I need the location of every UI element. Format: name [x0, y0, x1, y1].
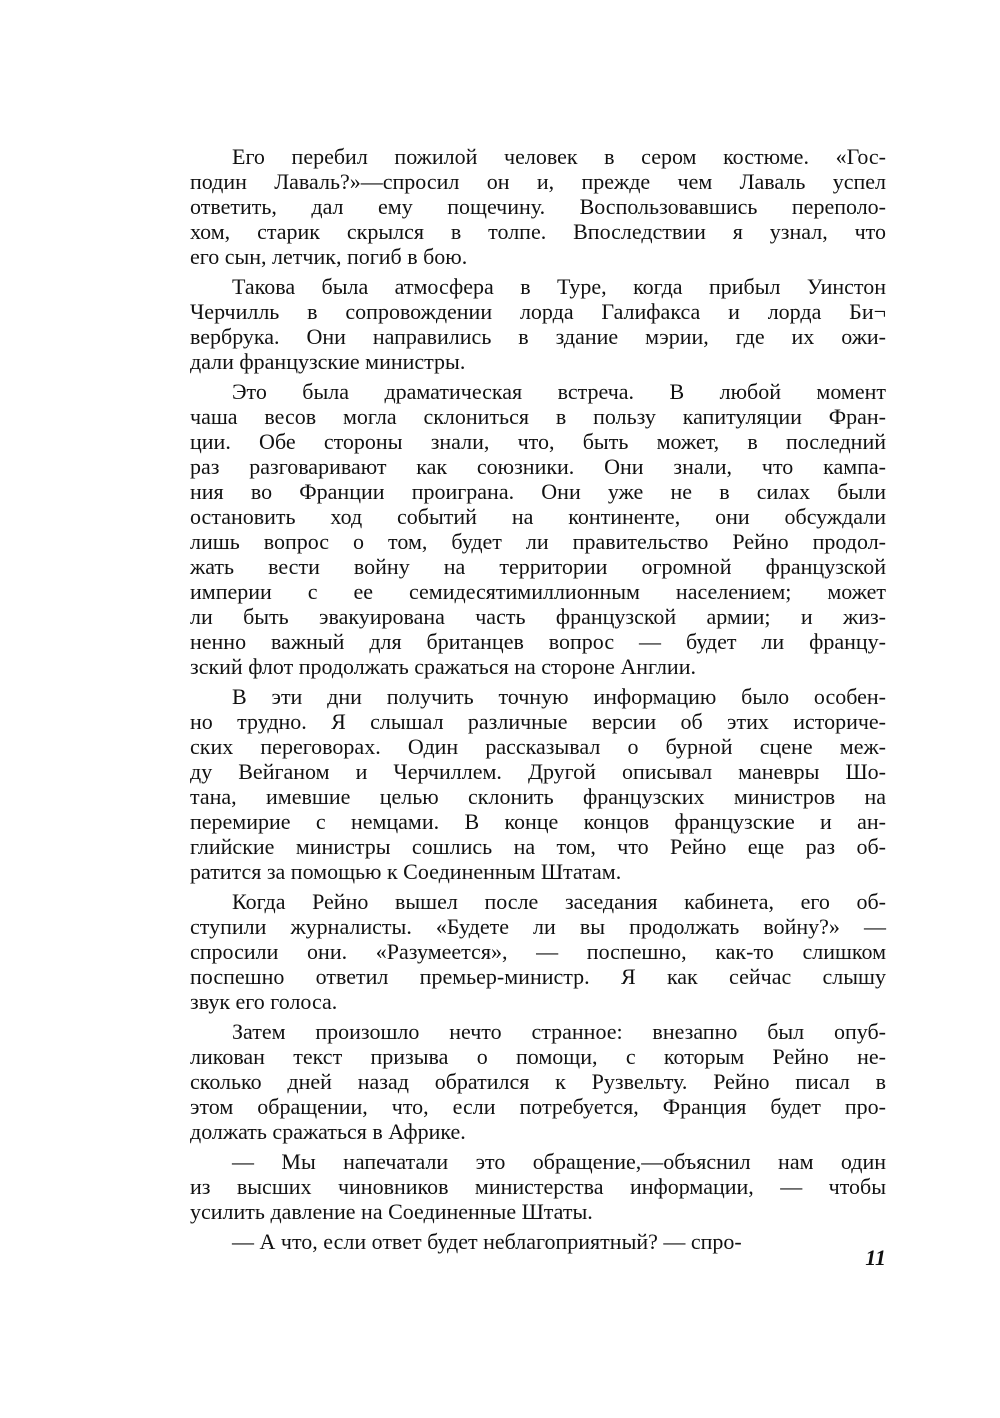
text-line: ния во Франции проиграна. Они уже не в силах были [190, 479, 886, 504]
text-line: ненно важный для британцев вопрос — будет ли францу- [190, 629, 886, 654]
text-line: Это была драматическая встреча. В любой момент [232, 379, 886, 404]
text-line: хом, старик скрылся в толпе. Впоследствии я узнал, что [190, 219, 886, 244]
text-line: ции. Обе стороны знали, что, быть может, в последний [190, 429, 886, 454]
text-line: спросили они. «Разумеется», — поспешно, как-то слишком [190, 939, 886, 964]
text-line: ских переговорах. Один рассказывал о бурной сцене меж- [190, 734, 886, 759]
text-line: его сын, летчик, погиб в бою. [190, 244, 468, 269]
paragraph [190, 1019, 886, 1144]
text-line: подин Лаваль?»—спросил он и, прежде чем Лаваль успел [190, 169, 886, 194]
text-line: должать сражаться в Африке. [190, 1119, 466, 1144]
paragraph [190, 889, 886, 1014]
text-line: но трудно. Я слышал различные версии об этих историче- [190, 709, 886, 734]
text-line: этом обращении, что, если потребуется, Франция будет про- [190, 1094, 886, 1119]
page-number: 11 [865, 1245, 886, 1270]
text-line: из высших чиновников министерства информации, — чтобы [190, 1174, 886, 1199]
body-text [190, 144, 886, 1259]
text-line: Черчилль в сопровождении лорда Галифакса и лорда Би¬ [190, 299, 886, 324]
text-line: усилить давление на Соединенные Штаты. [190, 1199, 593, 1224]
text-line: остановить ход событий на континенте, они обсуждали [190, 504, 886, 529]
text-line: Его перебил пожилой человек в сером костюме. «Гос- [232, 144, 886, 169]
paragraph [190, 379, 886, 679]
text-line: ли быть эвакуирована часть французской армии; и жиз- [190, 604, 886, 629]
text-line: Когда Рейно вышел после заседания кабинета, его об- [232, 889, 886, 914]
text-line: лишь вопрос о том, будет ли правительство Рейно продол- [190, 529, 886, 554]
text-line: ратится за помощью к Соединенным Штатам. [190, 859, 622, 884]
text-line: дали французские министры. [190, 349, 466, 374]
paragraph [190, 684, 886, 884]
text-line: раз разговаривают как союзники. Они знали, что кампа- [190, 454, 886, 479]
paragraph [190, 1229, 886, 1254]
text-line: глийские министры сошлись на том, что Рейно еще раз об- [190, 834, 886, 859]
text-line: ответить, дал ему пощечину. Воспользовавшись переполо- [190, 194, 886, 219]
text-line: вербрука. Они направились в здание мэрии, где их ожи- [190, 324, 886, 349]
text-line: ду Вейганом и Черчиллем. Другой описывал маневры Шо- [190, 759, 886, 784]
text-line: — Мы напечатали это обращение,—объяснил нам один [232, 1149, 886, 1174]
text-line: ликован текст призыва о помощи, с которым Рейно не- [190, 1044, 886, 1069]
text-line: В эти дни получить точную информацию было особен- [232, 684, 886, 709]
text-line: Затем произошло нечто странное: внезапно был опуб- [232, 1019, 886, 1044]
text-line: звук его голоса. [190, 989, 338, 1014]
text-line: перемирие с немцами. В конце концов французские и ан- [190, 809, 886, 834]
text-line: Такова была атмосфера в Туре, когда прибыл Уинстон [232, 274, 886, 299]
paragraph [190, 144, 886, 269]
text-line: поспешно ответил премьер-министр. Я как сейчас слышу [190, 964, 886, 989]
text-line: — А что, если ответ будет неблагоприятный? — спро- [232, 1229, 742, 1254]
text-line: ступили журналисты. «Будете ли вы продолжать войну?» — [190, 914, 886, 939]
text-line: империи с ее семидесятимиллионным населением; может [190, 579, 886, 604]
text-line: тана, имевшие целью склонить французских министров на [190, 784, 886, 809]
paragraph [190, 1149, 886, 1224]
paragraph [190, 274, 886, 374]
text-line: зский флот продолжать сражаться на стороне Англии. [190, 654, 696, 679]
text-line: чаша весов могла склониться в пользу капитуляции Фран- [190, 404, 886, 429]
text-line: жать вести войну на территории огромной французской [190, 554, 886, 579]
text-line: сколько дней назад обратился к Рузвельту. Рейно писал в [190, 1069, 886, 1094]
